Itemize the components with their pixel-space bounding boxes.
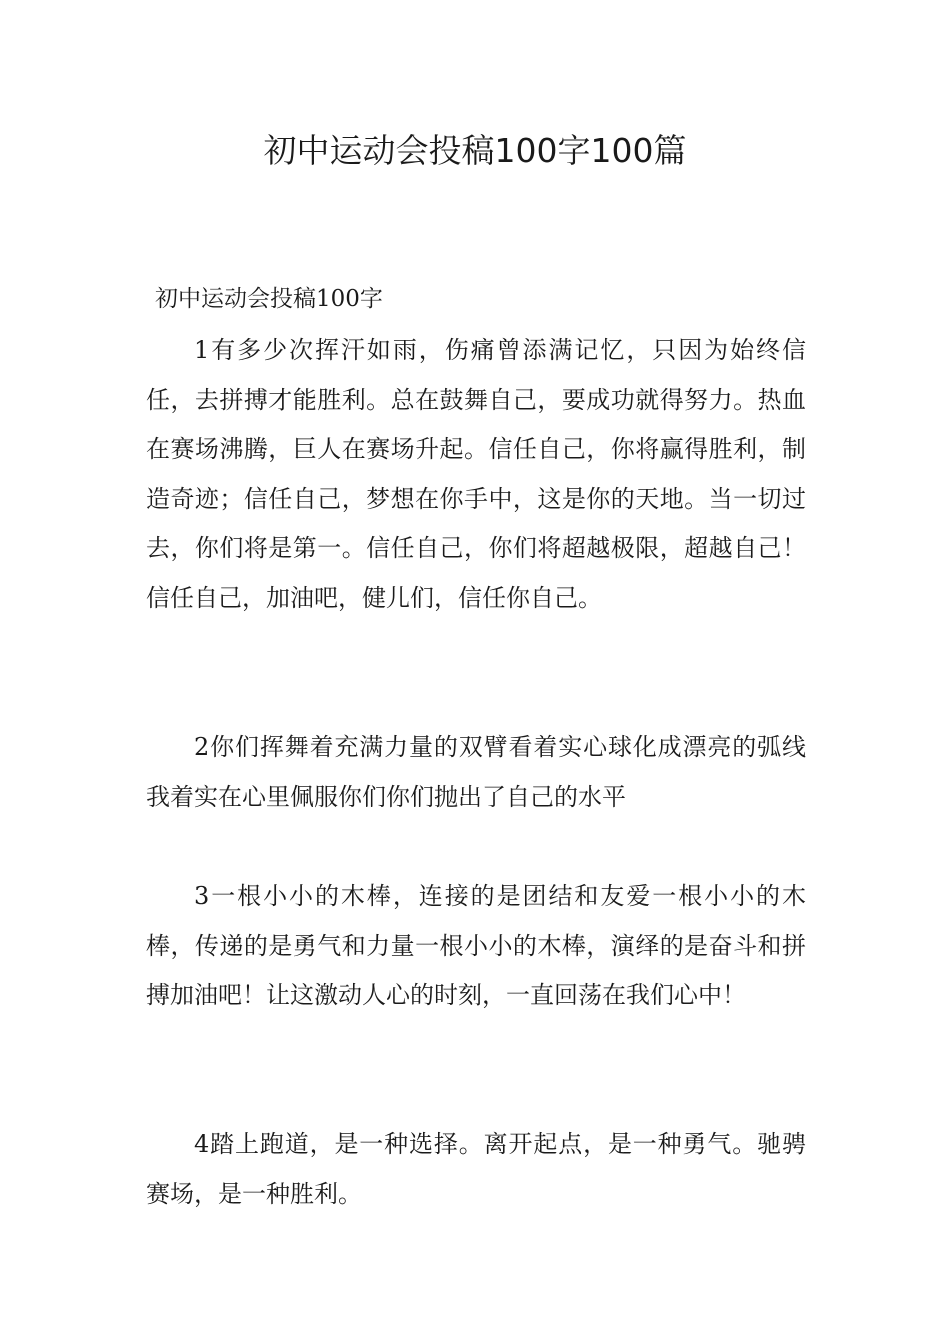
paragraph-4: 4踏上跑道，是一种选择。离开起点，是一种勇气。驰骋赛场，是一种胜利。: [146, 1130, 806, 1208]
document-subtitle: 初中运动会投稿100字: [155, 286, 383, 312]
document-title: 初中运动会投稿100字100篇: [263, 131, 687, 170]
paragraph-3: 3一根小小的木棒，连接的是团结和友爱一根小小的木棒，传递的是勇气和力量一根小小的木棒，演绎的是奋斗和拼搏加油吧！让这激动人心的时刻，一直回荡在我们心中！: [146, 882, 806, 1010]
paragraph-2: 2你们挥舞着充满力量的双臂看着实心球化成漂亮的弧线我着实在心里佩服你们你们抛出了自己的水平: [146, 733, 806, 811]
paragraph-1: 1有多少次挥汗如雨，伤痛曾添满记忆，只因为始终信任，去拼搏才能胜利。总在鼓舞自己，要成功就得努力。热血在赛场沸腾，巨人在赛场升起。信任自己，你将赢得胜利，制造奇迹；信任自己，梦想在你手中，这是你的天地。当一切过去，你们将是第一。信任自己，你们将超越极限，超越自己！信任自己，加油吧，健儿们，信任你自己。: [146, 336, 806, 612]
